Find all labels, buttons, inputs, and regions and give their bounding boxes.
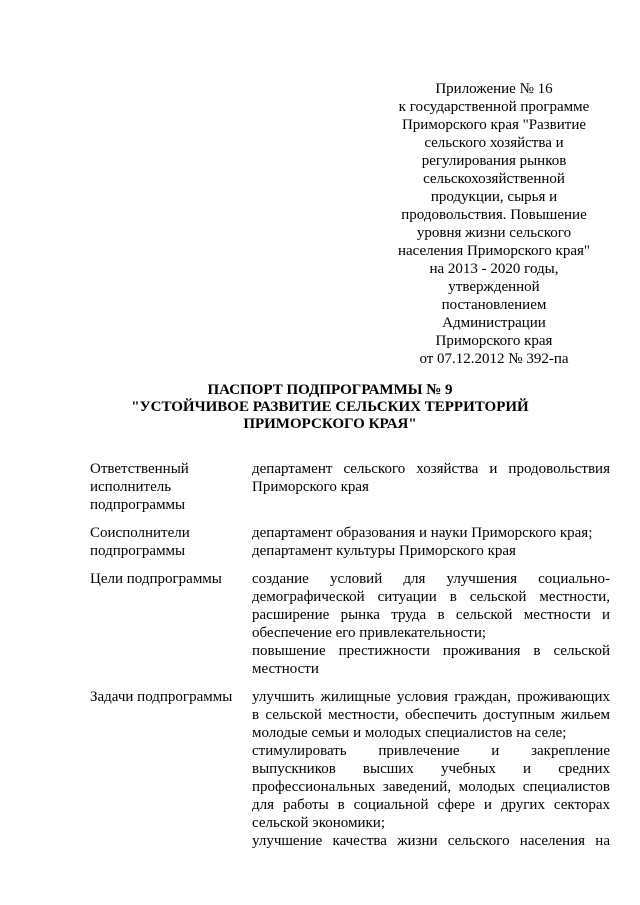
label-line: Соисполнители <box>90 525 190 541</box>
appendix-line: продовольствия. Повышение <box>401 207 587 223</box>
page-title <box>80 382 580 433</box>
value-line: демографической ситуации в сельской местности, <box>252 589 610 605</box>
label-line: подпрограммы <box>90 543 186 559</box>
value-line: департамент культуры Приморского края <box>252 543 516 559</box>
passport-row-label <box>90 688 252 850</box>
value-line: повышение престижности проживания в сельской <box>252 643 610 659</box>
value-line: стимулировать привлечение и закрепление <box>252 743 610 759</box>
label-line: Цели подпрограммы <box>90 571 222 587</box>
appendix-block <box>394 80 594 368</box>
value-line: департамент образования и науки Приморского края; <box>252 525 593 541</box>
value-line: обеспечение его привлекательности; <box>252 625 487 641</box>
value-line: создание условий для улучшения социально- <box>252 571 610 587</box>
label-line: подпрограммы <box>90 497 186 513</box>
title-line: "УСТОЙЧИВОЕ РАЗВИТИЕ СЕЛЬСКИХ ТЕРРИТОРИЙ <box>131 399 529 415</box>
appendix-line: сельского хозяйства и <box>424 135 564 151</box>
appendix-line: продукции, сырья и <box>430 189 558 205</box>
value-line: молодые семьи и молодых специалистов на селе; <box>252 725 567 741</box>
appendix-line: Приложение № 16 <box>435 81 553 97</box>
passport-row-value <box>252 460 610 514</box>
passport-table <box>90 460 610 860</box>
value-line: департамент сельского хозяйства и продовольствия <box>252 461 610 477</box>
value-line: Приморского края <box>252 479 369 495</box>
value-line: улучшить жилищные условия граждан, проживающих <box>252 689 610 705</box>
appendix-line: от 07.12.2012 № 392-па <box>419 351 569 367</box>
appendix-line: постановлением <box>441 297 547 313</box>
passport-row <box>90 570 610 678</box>
value-line: сельской экономики; <box>252 815 385 831</box>
label-line: исполнитель <box>90 479 172 495</box>
label-line: Задачи подпрограммы <box>90 689 233 705</box>
value-line: расширение рынка труда в сельской местности и <box>252 607 610 623</box>
passport-row-label <box>90 524 252 560</box>
appendix-line: регулирования рынков <box>421 153 567 169</box>
passport-row-value <box>252 688 610 850</box>
appendix-line: к государственной программе <box>398 99 590 115</box>
appendix-line: на 2013 - 2020 годы, <box>429 261 559 277</box>
label-line: Ответственный <box>90 461 189 477</box>
title-line: ПАСПОРТ ПОДПРОГРАММЫ № 9 <box>207 382 453 398</box>
value-line: выпускников высших учебных и средних <box>252 761 610 777</box>
appendix-line: уровня жизни сельского <box>416 225 572 241</box>
appendix-line: Приморского края <box>435 333 553 349</box>
appendix-line: сельскохозяйственной <box>423 171 565 187</box>
value-line: для работы в социальной сфере и других секторах <box>252 797 610 813</box>
appendix-line: Администрации <box>442 315 546 331</box>
passport-row <box>90 524 610 560</box>
passport-row <box>90 688 610 850</box>
passport-row-label <box>90 570 252 678</box>
appendix-line: населения Приморского края" <box>397 243 591 259</box>
appendix-line: Приморского края "Развитие <box>401 117 587 133</box>
value-line: улучшение качества жизни сельского населения на <box>252 833 610 849</box>
value-line: в сельской местности, обеспечить доступным жильем <box>252 707 610 723</box>
appendix-line: утвержденной <box>448 279 540 295</box>
passport-row-value <box>252 524 610 560</box>
title-line: ПРИМОРСКОГО КРАЯ" <box>243 416 417 432</box>
passport-row-label <box>90 460 252 514</box>
value-line: профессиональных заведений, молодых специалистов <box>252 779 610 795</box>
passport-row <box>90 460 610 514</box>
passport-row-value <box>252 570 610 678</box>
value-line: местности <box>252 661 319 677</box>
